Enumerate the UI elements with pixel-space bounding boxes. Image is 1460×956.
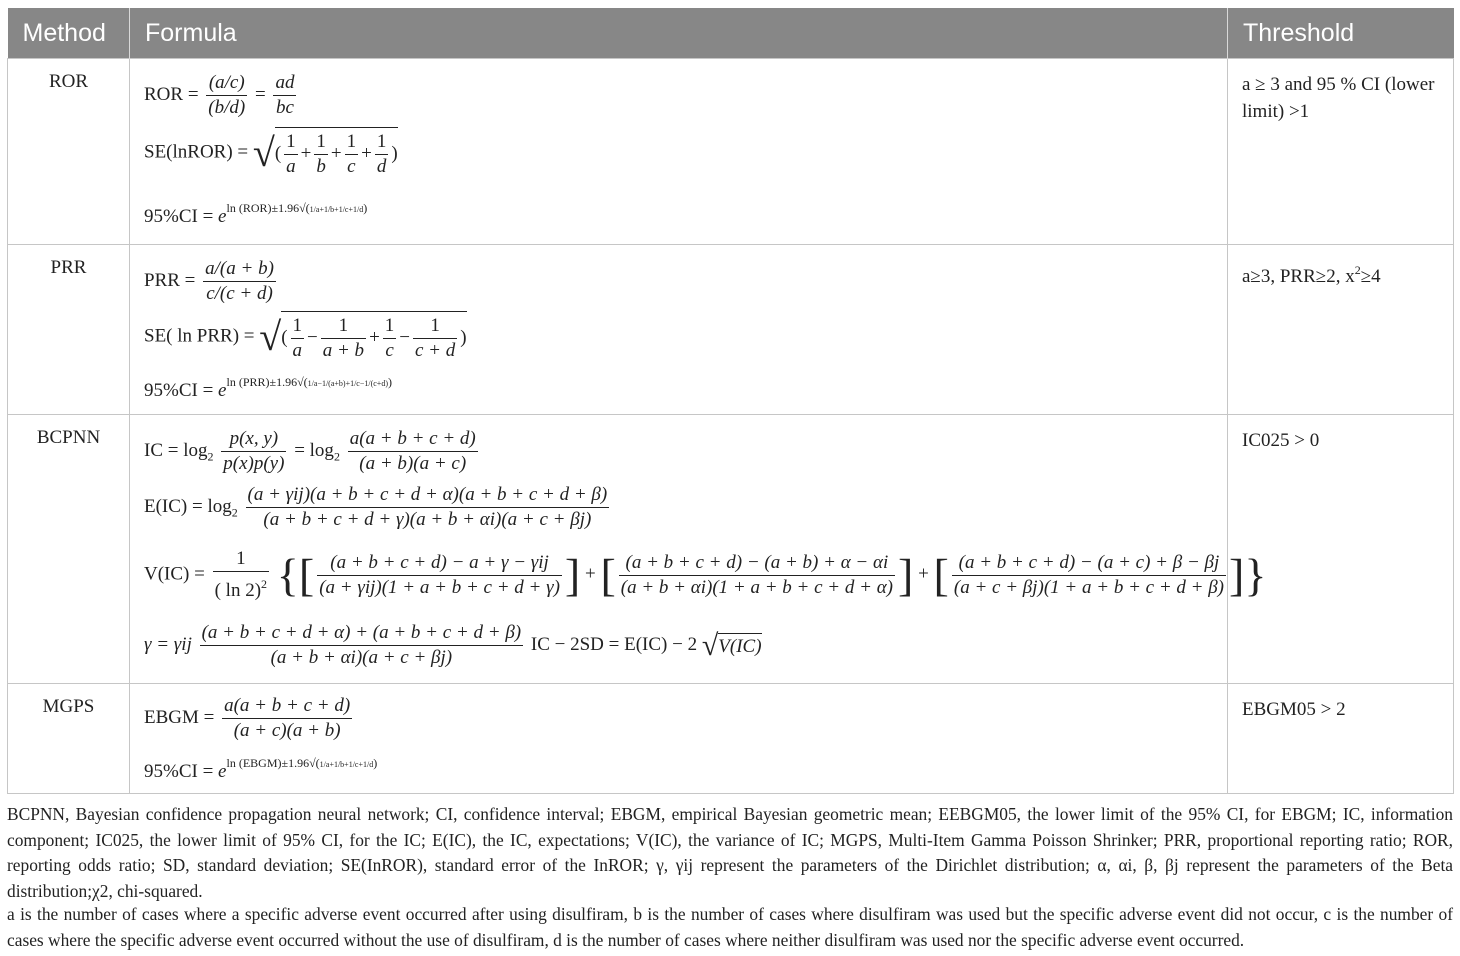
method-cell: ROR — [8, 59, 130, 245]
formula-cell — [130, 245, 1228, 415]
ebgm-ci-formula: $95\%CI = e^{ln (EBGM)\pm 1.96√(1/a+1/b+1/c+1/d)}$ — [144, 756, 378, 782]
eic-formula: $E(IC) = \log_2$ $\frac{\text{(a + γij)(a + b + c + d + α)(a + b + c + d + β)}}{(a + b + c + d + \gamma)(a + b + \alpha i)(a + c + \beta j)}$ — [144, 484, 608, 530]
header-method: Method — [8, 8, 130, 59]
formula-cell — [130, 684, 1228, 794]
threshold-cell: a≥3, PRR≥2, $x^2\ge 4$ — [1228, 245, 1454, 415]
ror-formula: ROR = $\frac{(a/c)}{(b/d)}$ = $\frac{ad}{bc}$ — [144, 72, 295, 118]
methods-table — [7, 8, 1454, 794]
method-cell: PRR — [8, 245, 130, 415]
method-cell: BCPNN — [8, 415, 130, 684]
table-footnote-abbreviations: BCPNN, Bayesian confidence propagation neural network; CI, confidence interval; EBGM, empirical Bayesian geometric mean; EEBGM05, the lower limit of the 95% CI, for EBGM; IC, information component; IC025, the lower limit of 95% CI, for the IC; E(IC), the IC, expectations; V(IC), the variance of IC; MGPS, Multi-Item Gamma Poisson Shrinker; PRR, proportional reporting ratio; ROR, reporting odds ratio; SD, standard deviation; SE(InROR), standard error of the InROR; γ, γij represent the parameters of the Dirichlet distribution; α, αi, β, βj represent the parameters of the Beta distribution;χ2, chi-squared. — [7, 804, 1453, 901]
table-row — [8, 245, 1454, 415]
se-prr-formula: SE( ln PRR) = √( $\frac{1}{a}$ − $\frac{1}{a + b}$ + $\frac{1}{c}$ − $\frac{1}{c + d}$ ) — [144, 311, 467, 363]
header-formula: Formula — [130, 8, 1228, 59]
table-row — [8, 59, 1454, 245]
gamma-formula: γ = γij $\frac{(a + b + c + d + \alpha) + (a + b + c + d + \beta)}{(a + b + \alpha i)(a + c + \beta j)}$ IC − 2SD = E(IC) − 2 √V(IC) — [144, 622, 762, 668]
se-ror-formula: SE(lnROR) = √( $\frac{1}{a}$ + $\frac{1}{b}$ + $\frac{1}{c}$ + $\frac{1}{d}$ ) — [144, 127, 398, 179]
prr-ci-formula: $95\%CI = e^{ln (PRR)\pm 1.96√(1/a-1/(a+b)+1/c-1/(c+d))}$ — [144, 375, 392, 401]
header-row — [8, 8, 1454, 59]
table-footnote-definitions: a is the number of cases where a specific adverse event occurred after using disulfiram, b is the number of cases where disulfiram was used but the specific adverse event did not occur, c is the number of cases where the specific adverse event occurred without the use of disulfiram, d is the number of cases where neither disulfiram was used nor the specific adverse event occurred. — [7, 904, 1453, 950]
method-cell: MGPS — [8, 684, 130, 794]
threshold-cell: EBGM05 > 2 — [1228, 684, 1454, 794]
ebgm-formula: EBGM = $\frac{a(a + b + c + d)}{(a + c)(a + b)}$ — [144, 695, 351, 741]
table-row — [8, 415, 1454, 684]
header-threshold: Threshold — [1228, 8, 1454, 59]
formula-cell — [130, 415, 1267, 684]
threshold-cell: IC025 > 0 — [1228, 415, 1454, 684]
prr-formula: PRR = $\frac{a/(a + b)}{c/(c + d)}$ — [144, 258, 274, 304]
ror-ci-formula: $95\%CI = e^{ln (ROR)\pm 1.96√(1/a+1/b+1/c+1/d)}$ — [144, 201, 368, 227]
vic-formula: V(IC) = $\frac{1}{( \ln 2)^2}$ {[ $\frac{\text{(a + b + c + d) − a + γ − γij}}{\text{(a + γij)(1 + a + b + c + d + γ)}}$ ] + [ $\frac{(a + b + c + d) - (a + b) + \alpha - \alpha i}{(a + b + \alpha i)(1 + a + b + c + d + \alpha)}$ ] + [ $\frac{(a + b + c + d) - (a + c) + \beta - \beta j}{(a + c + \beta j)(1 + a + b + c + d + \beta)}$ ]} — [144, 548, 1267, 601]
table-row — [8, 684, 1454, 794]
ic-formula: IC = $\log_2$ $\frac{p(x, y)}{p(x)p(y)}$ = $\log_2$ $\frac{a(a + b + c + d)}{(a + b)(a + c)}$ — [144, 428, 476, 474]
formula-cell — [130, 59, 1228, 245]
threshold-cell: a ≥ 3 and 95 % CI (lower limit) >1 — [1228, 59, 1454, 245]
